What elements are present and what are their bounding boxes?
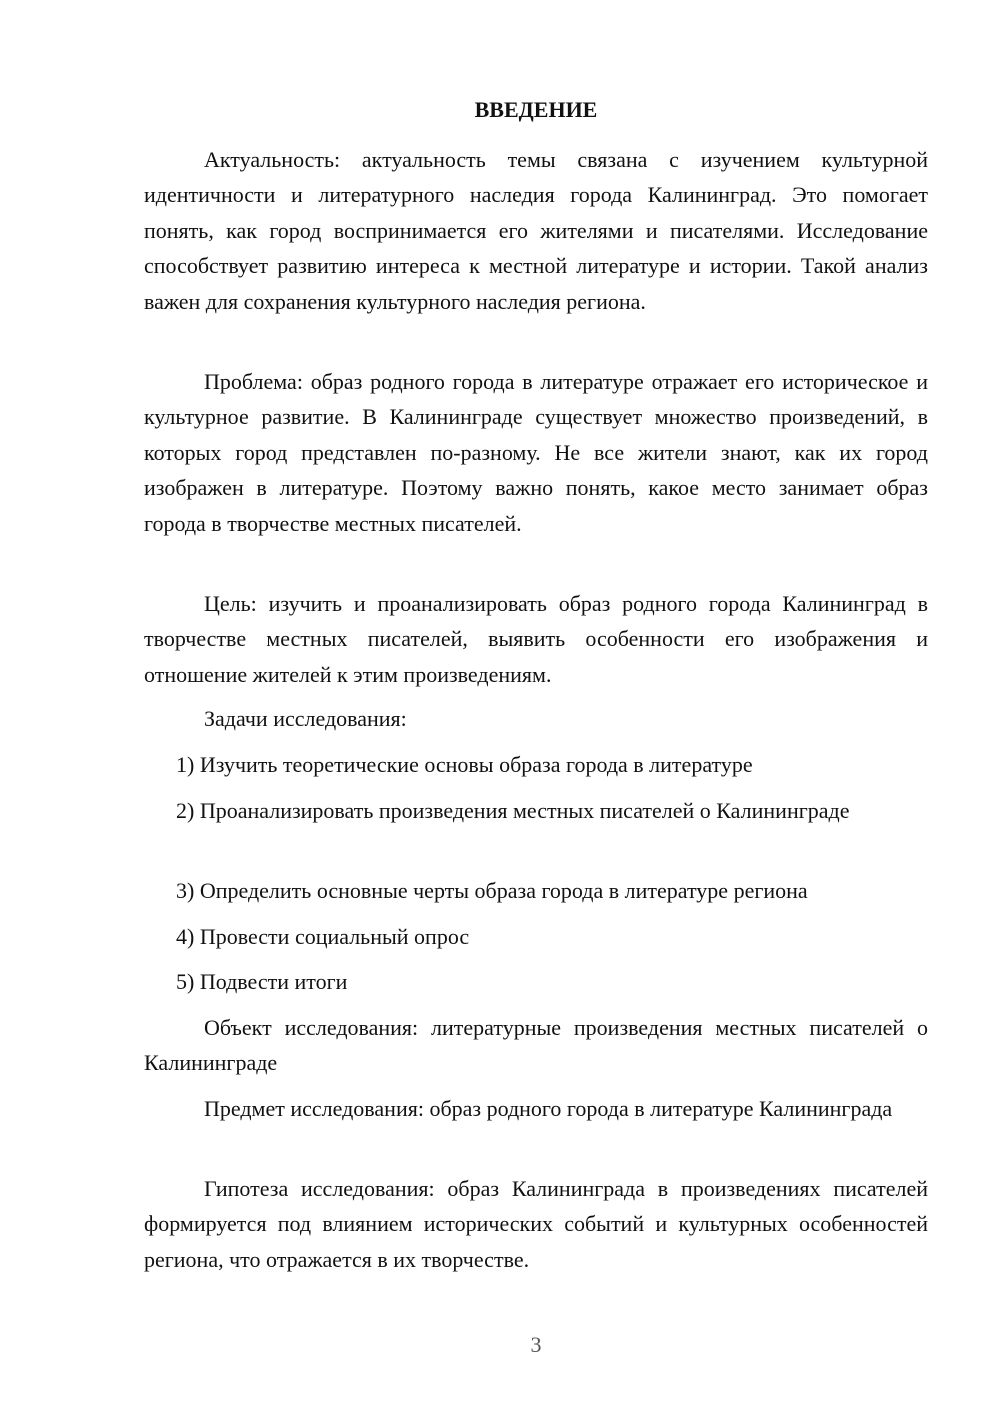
paragraph-tasks-title: Задачи исследования: — [204, 706, 407, 731]
list-item-task-2: 2) Проанализировать произведения местных писателей о Калининграде — [176, 798, 850, 823]
paragraph-hypothesis: Гипотеза исследования: образ Калининграда в произведениях писателей формируется под влиянием исторических событий и культурных особенностей региона, что отражается в их творчестве. — [144, 1176, 928, 1272]
page-number: 3 — [530, 1332, 542, 1357]
list-item-task-5: 5) Подвести итоги — [176, 969, 348, 994]
list-item-task-3: 3) Определить основные черты образа города в литературе региона — [176, 878, 808, 903]
paragraph-problem: Проблема: образ родного города в литературе отражает его историческое и культурное развитие. В Калининграде существует множество произведений, в которых город представлен по-разному. Не все жители знают, как их город изображен в литературе. Поэтому важно понять, какое место занимает образ города в творчестве местных писателей. — [144, 369, 928, 536]
list-item-task-4: 4) Провести социальный опрос — [176, 924, 470, 949]
list-item-task-1: 1) Изучить теоретические основы образа города в литературе — [176, 752, 753, 777]
paragraph-object: Объект исследования: литературные произведения местных писателей о Калининграде — [144, 1015, 928, 1076]
paragraph-goal: Цель: изучить и проанализировать образ родного города Калининград в творчестве местных писателей, выявить особенности его изображения и отношение жителей к этим произведениям. — [144, 591, 928, 687]
section-heading: ВВЕДЕНИЕ — [474, 97, 598, 122]
paragraph-relevance: Актуальность: актуальность темы связана с изучением культурной идентичности и литературного наследия города Калининград. Это помогает понять, как город воспринимается его жителями и писателями. Исследование способствует развитию интереса к местной литературе и истории. Такой анализ важен для сохранения культурного наследия региона. — [144, 147, 928, 314]
paragraph-subject: Предмет исследования: образ родного города в литературе Калининграда — [204, 1096, 893, 1121]
